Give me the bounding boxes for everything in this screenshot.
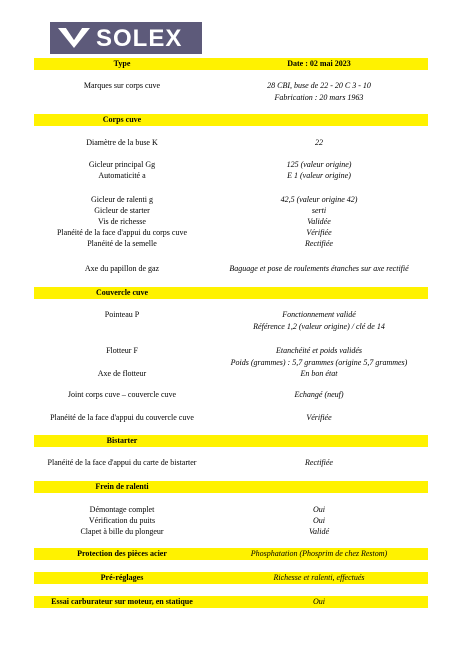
- section-title: Frein de ralenti: [95, 482, 149, 491]
- row-value: En bon état: [300, 369, 338, 378]
- section-bistarter: [34, 435, 428, 447]
- essai-value: Oui: [313, 597, 325, 606]
- row-label: Pointeau P: [104, 310, 140, 319]
- row-label: Vérification du puits: [88, 516, 156, 525]
- logo-text: SOLEX: [96, 25, 183, 52]
- row-label: Gicleur de starter: [94, 206, 150, 215]
- marques-label: Marques sur corps cuve: [83, 81, 161, 90]
- row-value: Echangé (neuf): [294, 390, 344, 399]
- row-label: Diamètre de la buse K: [86, 138, 158, 147]
- marques-value-1: 28 CBI, buse de 22 - 20 C 3 - 10: [267, 81, 371, 90]
- row-label: Planéité de la face d'appui du corps cuve: [56, 228, 188, 237]
- row-label: Gicleur principal Gg: [88, 160, 156, 169]
- row-value: Poids (grammes) : 5,7 grammes (origine 5,7 grammes): [230, 358, 408, 367]
- row-label: Planéité de la face d'appui du couvercle cuve: [50, 413, 194, 422]
- date-label: Date : 02 mai 2023: [287, 59, 351, 68]
- protection-value: Phosphatation (Phosprim de chez Restom): [250, 549, 388, 558]
- row-label: Axe de flotteur: [97, 369, 147, 378]
- row-value: Rectifiée: [305, 239, 333, 248]
- section-corps-cuve: [34, 114, 428, 126]
- marques-value-2: Fabrication : 20 mars 1963: [274, 93, 364, 102]
- type-label: Type: [113, 59, 131, 68]
- row-value: Validée: [307, 217, 331, 226]
- essai-bar: [34, 596, 428, 608]
- header-bar: [34, 58, 428, 70]
- prereglages-bar: [34, 572, 428, 584]
- section-title: Corps cuve: [102, 115, 142, 124]
- solex-logo: [50, 22, 202, 54]
- row-value: Référence 1,2 (valeur origine) / clé de 14: [253, 322, 385, 331]
- row-value: Validé: [309, 527, 329, 536]
- essai-label: Essai carburateur sur moteur, en statique: [51, 597, 193, 606]
- section-couvercle-cuve: [34, 287, 428, 299]
- row-value: 125 (valeur origine): [286, 160, 352, 169]
- row-label: Gicleur de ralenti g: [91, 195, 153, 204]
- row-value: Vérifiée: [306, 228, 332, 237]
- row-label: Joint corps cuve – couvercle cuve: [67, 390, 177, 399]
- row-value: serti: [311, 206, 327, 215]
- row-value: E 1 (valeur origine): [287, 171, 351, 180]
- row-value: Vérifiée: [306, 413, 332, 422]
- row-label: Axe du papillon de gaz: [84, 264, 160, 273]
- row-label: Planéité de la face d'appui du carte de bistarter: [47, 458, 197, 467]
- solex-emblem-icon: [56, 26, 92, 50]
- prereglages-label: Pré-réglages: [100, 573, 144, 582]
- protection-bar: [34, 548, 428, 560]
- row-label: Vis de richesse: [98, 217, 146, 226]
- section-title: Couvercle cuve: [95, 288, 149, 297]
- row-label: Démontage complet: [89, 505, 155, 514]
- row-value: 22: [315, 138, 323, 147]
- protection-label: Protection des pièces acier: [77, 549, 167, 558]
- row-label: Clapet à bille du plongeur: [80, 527, 164, 536]
- row-value: Oui: [313, 516, 325, 525]
- prereglages-value: Richesse et ralenti, effectués: [273, 573, 365, 582]
- row-value: Baguage et pose de roulements étanches sur axe rectifié: [229, 264, 409, 273]
- row-label: Planéité de la semelle: [87, 239, 157, 248]
- row-value: Fonctionnement validé: [282, 310, 356, 319]
- row-value: 42,5 (valeur origine 42): [280, 195, 358, 204]
- row-label: Flotteur F: [106, 346, 138, 355]
- row-value: Oui: [313, 505, 325, 514]
- row-value: Rectifiée: [305, 458, 333, 467]
- row-value: Etanchéité et poids validés: [276, 346, 362, 355]
- section-frein-ralenti: [34, 481, 428, 493]
- section-title: Bistarter: [106, 436, 138, 445]
- row-label: Automaticité a: [98, 171, 146, 180]
